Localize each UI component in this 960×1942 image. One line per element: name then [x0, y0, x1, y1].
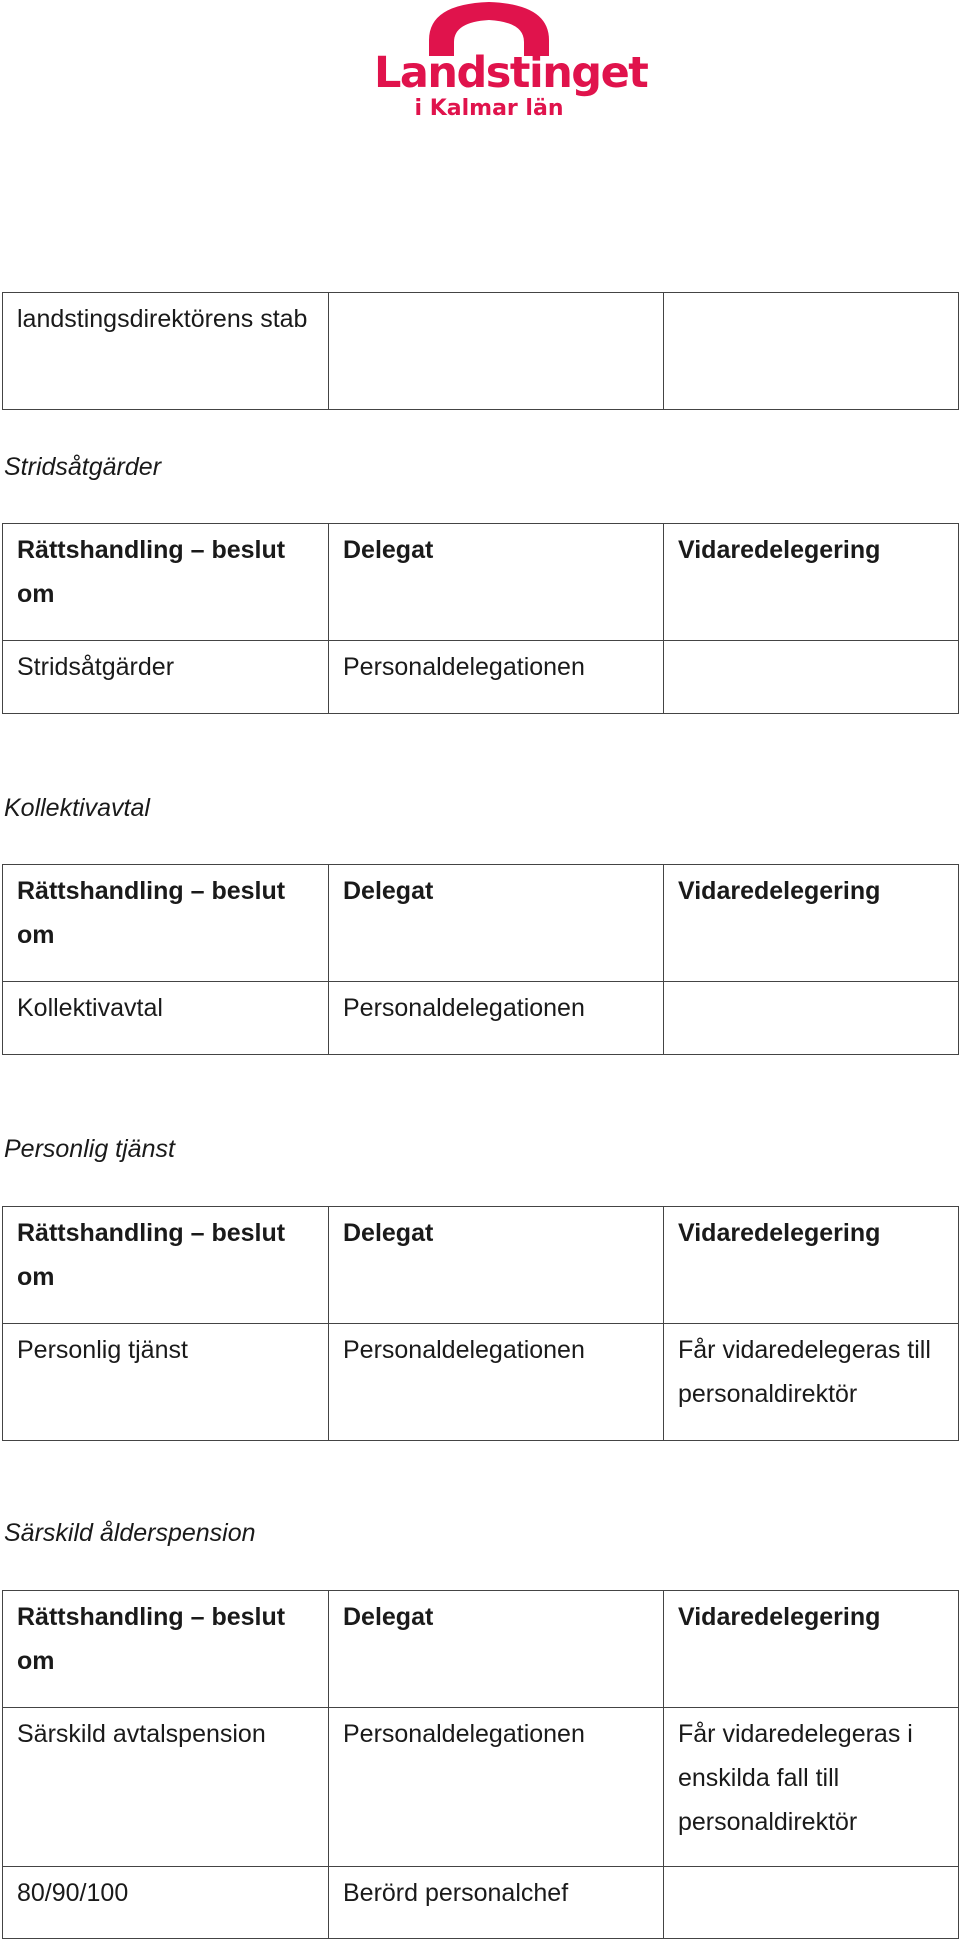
column-header-delegate: Delegat — [329, 865, 664, 982]
table-cell-delegate: Berörd personalchef — [329, 1867, 664, 1939]
table-header-row — [3, 1207, 959, 1324]
column-header-subdelegation: Vidaredelegering — [664, 1591, 959, 1708]
column-header-subdelegation: Vidaredelegering — [664, 865, 959, 982]
logo-subtitle: i Kalmar län — [414, 96, 564, 121]
delegation-table-stridsatgarder — [2, 523, 959, 714]
landstinget-logo — [374, 0, 648, 125]
table-row — [3, 982, 959, 1055]
delegation-table-top — [2, 292, 959, 410]
table-cell-subdelegation — [664, 293, 959, 410]
column-header-subject: Rättshandling – beslut om — [3, 524, 329, 641]
column-header-delegate: Delegat — [329, 524, 664, 641]
section-title-sarskild-alderspension: Särskild ålderspension — [4, 1519, 256, 1547]
column-header-subject: Rättshandling – beslut om — [3, 865, 329, 982]
table-cell-delegate: Personaldelegationen — [329, 1324, 664, 1441]
table-cell-delegate — [329, 293, 664, 410]
table-cell-subject: Stridsåtgärder — [3, 641, 329, 714]
table-cell-subdelegation: Får vidaredelegeras till personaldirektör — [664, 1324, 959, 1441]
table-cell-delegate: Personaldelegationen — [329, 982, 664, 1055]
delegation-table-personlig-tjanst — [2, 1206, 959, 1441]
table-cell-subject: Personlig tjänst — [3, 1324, 329, 1441]
delegation-table-kollektivavtal — [2, 864, 959, 1055]
column-header-delegate: Delegat — [329, 1591, 664, 1708]
table-header-row — [3, 1591, 959, 1708]
logo-name: Landstinget — [374, 48, 648, 98]
table-cell-delegate: Personaldelegationen — [329, 641, 664, 714]
table-cell-subject: 80/90/100 — [3, 1867, 329, 1939]
table-cell-subject: Kollektivavtal — [3, 982, 329, 1055]
column-header-subject: Rättshandling – beslut om — [3, 1207, 329, 1324]
table-cell-delegate: Personaldelegationen — [329, 1708, 664, 1867]
table-cell-subdelegation — [664, 982, 959, 1055]
section-title-stridsatgarder: Stridsåtgärder — [4, 453, 162, 481]
table-row — [3, 1324, 959, 1441]
column-header-subject: Rättshandling – beslut om — [3, 1591, 329, 1708]
table-cell-subject: Särskild avtalspension — [3, 1708, 329, 1867]
section-title-personlig-tjanst: Personlig tjänst — [4, 1135, 175, 1163]
table-cell-subdelegation: Får vidaredelegeras i enskilda fall till personaldirektör — [664, 1708, 959, 1867]
table-row — [3, 1867, 959, 1939]
delegation-table-sarskild-alderspension — [2, 1590, 959, 1939]
table-row — [3, 641, 959, 714]
column-header-subdelegation: Vidaredelegering — [664, 524, 959, 641]
table-header-row — [3, 524, 959, 641]
table-row — [3, 293, 959, 410]
table-cell-subdelegation — [664, 641, 959, 714]
section-title-kollektivavtal: Kollektivavtal — [4, 794, 150, 822]
column-header-subdelegation: Vidaredelegering — [664, 1207, 959, 1324]
column-header-delegate: Delegat — [329, 1207, 664, 1324]
table-row — [3, 1708, 959, 1867]
table-cell-subdelegation — [664, 1867, 959, 1939]
table-cell-subject: landstingsdirektörens stab — [3, 293, 329, 410]
table-header-row — [3, 865, 959, 982]
